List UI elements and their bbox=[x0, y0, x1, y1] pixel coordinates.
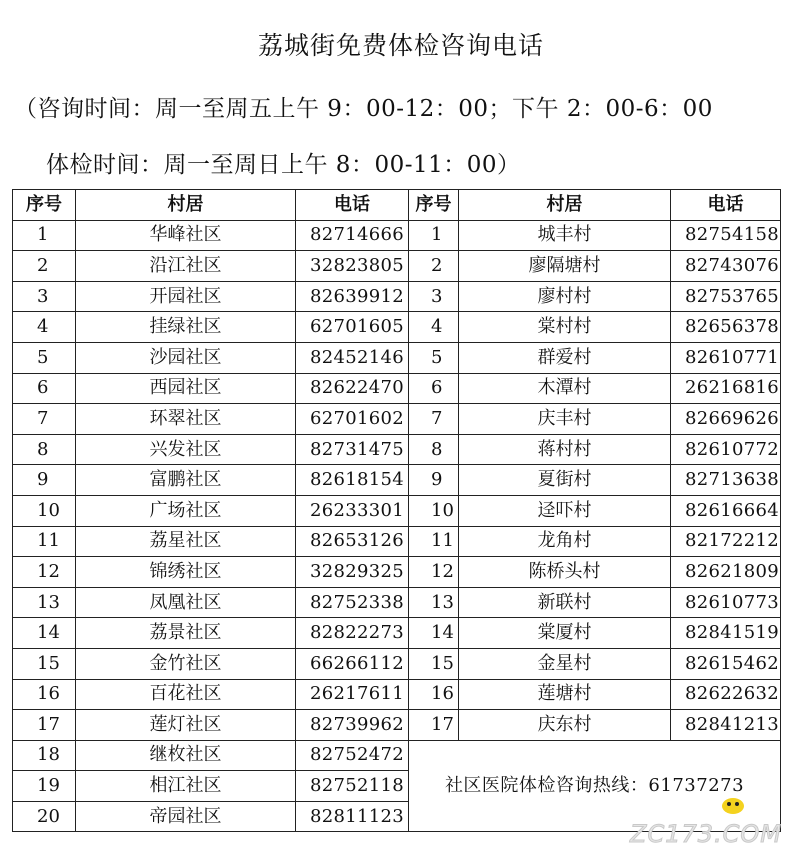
community-phone: 82622470 bbox=[296, 373, 409, 404]
village-name: 金星村 bbox=[459, 648, 671, 679]
header-name-left: 村居 bbox=[76, 190, 296, 221]
community-name: 广场社区 bbox=[76, 495, 296, 526]
community-phone: 82618154 bbox=[296, 465, 409, 496]
village-seq: 13 bbox=[409, 587, 459, 618]
community-seq: 14 bbox=[13, 618, 76, 649]
community-phone: 26217611 bbox=[296, 679, 409, 710]
table-row bbox=[13, 557, 781, 588]
community-phone: 82731475 bbox=[296, 434, 409, 465]
village-seq: 14 bbox=[409, 618, 459, 649]
page-title: 荔城街免费体检咨询电话 bbox=[257, 31, 544, 60]
village-name: 庆丰村 bbox=[459, 404, 671, 435]
consult-hours: （咨询时间：周一至周五上午 9：00-12：00；下午 2：00-6：00 bbox=[14, 96, 713, 122]
community-name: 百花社区 bbox=[76, 679, 296, 710]
village-phone: 82615462 bbox=[671, 648, 781, 679]
header-seq-left: 序号 bbox=[13, 190, 76, 221]
table-row bbox=[13, 281, 781, 312]
community-seq: 5 bbox=[13, 342, 76, 373]
community-name: 富鹏社区 bbox=[76, 465, 296, 496]
table-row bbox=[13, 434, 781, 465]
table-row bbox=[13, 648, 781, 679]
village-name: 蒋村村 bbox=[459, 434, 671, 465]
village-phone: 82610773 bbox=[671, 587, 781, 618]
village-name: 庆东村 bbox=[459, 710, 671, 741]
community-name: 西园社区 bbox=[76, 373, 296, 404]
watermark: ZC173.COM bbox=[630, 820, 782, 848]
community-seq: 9 bbox=[13, 465, 76, 496]
community-seq: 17 bbox=[13, 710, 76, 741]
community-seq: 12 bbox=[13, 557, 76, 588]
community-name: 挂绿社区 bbox=[76, 312, 296, 343]
village-name: 棠村村 bbox=[459, 312, 671, 343]
community-phone: 82639912 bbox=[296, 281, 409, 312]
village-seq: 16 bbox=[409, 679, 459, 710]
village-seq: 1 bbox=[409, 220, 459, 251]
village-name: 棠厦村 bbox=[459, 618, 671, 649]
table-row bbox=[13, 220, 781, 251]
village-phone: 82754158 bbox=[671, 220, 781, 251]
community-name: 帝园社区 bbox=[76, 801, 296, 832]
village-seq: 3 bbox=[409, 281, 459, 312]
village-phone: 82622632 bbox=[671, 679, 781, 710]
community-seq: 13 bbox=[13, 587, 76, 618]
community-seq: 18 bbox=[13, 740, 76, 771]
table-row bbox=[13, 373, 781, 404]
community-phone: 82714666 bbox=[296, 220, 409, 251]
community-seq: 10 bbox=[13, 495, 76, 526]
community-name: 华峰社区 bbox=[76, 220, 296, 251]
village-seq: 17 bbox=[409, 710, 459, 741]
community-phone: 32823805 bbox=[296, 251, 409, 282]
table-row bbox=[13, 679, 781, 710]
village-phone: 82713638 bbox=[671, 465, 781, 496]
table-row bbox=[13, 312, 781, 343]
community-seq: 8 bbox=[13, 434, 76, 465]
village-seq: 6 bbox=[409, 373, 459, 404]
community-phone: 82452146 bbox=[296, 342, 409, 373]
community-name: 荔星社区 bbox=[76, 526, 296, 557]
village-seq: 9 bbox=[409, 465, 459, 496]
table-row bbox=[13, 740, 781, 771]
community-name: 莲灯社区 bbox=[76, 710, 296, 741]
community-name: 沿江社区 bbox=[76, 251, 296, 282]
village-seq: 8 bbox=[409, 434, 459, 465]
table-row bbox=[13, 342, 781, 373]
village-phone: 82616664 bbox=[671, 495, 781, 526]
hotline-text: 社区医院体检咨询热线：61737273 bbox=[409, 740, 781, 832]
table-row bbox=[13, 526, 781, 557]
village-phone: 82656378 bbox=[671, 312, 781, 343]
community-name: 环翠社区 bbox=[76, 404, 296, 435]
header-seq-right: 序号 bbox=[409, 190, 459, 221]
village-phone: 82841213 bbox=[671, 710, 781, 741]
community-phone: 82739962 bbox=[296, 710, 409, 741]
village-name: 莲塘村 bbox=[459, 679, 671, 710]
community-name: 凤凰社区 bbox=[76, 587, 296, 618]
village-seq: 5 bbox=[409, 342, 459, 373]
community-seq: 15 bbox=[13, 648, 76, 679]
community-phone: 82752118 bbox=[296, 771, 409, 802]
village-phone: 82753765 bbox=[671, 281, 781, 312]
community-name: 继枚社区 bbox=[76, 740, 296, 771]
village-name: 廖村村 bbox=[459, 281, 671, 312]
community-seq: 6 bbox=[13, 373, 76, 404]
village-phone: 82610771 bbox=[671, 342, 781, 373]
community-phone: 62701602 bbox=[296, 404, 409, 435]
header-phone-left: 电话 bbox=[296, 190, 409, 221]
community-name: 开园社区 bbox=[76, 281, 296, 312]
community-seq: 3 bbox=[13, 281, 76, 312]
community-phone: 82653126 bbox=[296, 526, 409, 557]
table-row bbox=[13, 495, 781, 526]
community-phone: 82822273 bbox=[296, 618, 409, 649]
village-seq: 7 bbox=[409, 404, 459, 435]
village-name: 夏街村 bbox=[459, 465, 671, 496]
community-seq: 16 bbox=[13, 679, 76, 710]
community-name: 金竹社区 bbox=[76, 648, 296, 679]
community-seq: 19 bbox=[13, 771, 76, 802]
table-row bbox=[13, 587, 781, 618]
village-phone: 82172212 bbox=[671, 526, 781, 557]
table-row bbox=[13, 710, 781, 741]
village-seq: 2 bbox=[409, 251, 459, 282]
watermark-face-icon bbox=[722, 798, 744, 814]
village-name: 龙角村 bbox=[459, 526, 671, 557]
community-name: 荔景社区 bbox=[76, 618, 296, 649]
village-phone: 82669626 bbox=[671, 404, 781, 435]
village-phone: 82621809 bbox=[671, 557, 781, 588]
village-seq: 4 bbox=[409, 312, 459, 343]
community-name: 兴发社区 bbox=[76, 434, 296, 465]
community-phone: 66266112 bbox=[296, 648, 409, 679]
village-name: 迳吓村 bbox=[459, 495, 671, 526]
header-phone-right: 电话 bbox=[671, 190, 781, 221]
community-phone: 82752338 bbox=[296, 587, 409, 618]
village-name: 城丰村 bbox=[459, 220, 671, 251]
village-phone: 82743076 bbox=[671, 251, 781, 282]
table-row bbox=[13, 618, 781, 649]
community-seq: 4 bbox=[13, 312, 76, 343]
village-seq: 12 bbox=[409, 557, 459, 588]
village-seq: 10 bbox=[409, 495, 459, 526]
community-seq: 7 bbox=[13, 404, 76, 435]
header-name-right: 村居 bbox=[459, 190, 671, 221]
community-phone: 82811123 bbox=[296, 801, 409, 832]
community-name: 沙园社区 bbox=[76, 342, 296, 373]
contact-table bbox=[12, 189, 781, 832]
village-name: 廖隔塘村 bbox=[459, 251, 671, 282]
table-row bbox=[13, 404, 781, 435]
community-seq: 1 bbox=[13, 220, 76, 251]
community-seq: 20 bbox=[13, 801, 76, 832]
village-name: 木潭村 bbox=[459, 373, 671, 404]
village-name: 新联村 bbox=[459, 587, 671, 618]
table-row bbox=[13, 465, 781, 496]
village-phone: 82841519 bbox=[671, 618, 781, 649]
village-seq: 11 bbox=[409, 526, 459, 557]
village-seq: 15 bbox=[409, 648, 459, 679]
community-name: 相江社区 bbox=[76, 771, 296, 802]
community-phone: 26233301 bbox=[296, 495, 409, 526]
community-phone: 32829325 bbox=[296, 557, 409, 588]
table-row bbox=[13, 251, 781, 282]
community-phone: 82752472 bbox=[296, 740, 409, 771]
village-phone: 26216816 bbox=[671, 373, 781, 404]
exam-hours: 体检时间：周一至周日上午 8：00-11：00） bbox=[46, 152, 521, 178]
community-name: 锦绣社区 bbox=[76, 557, 296, 588]
community-seq: 2 bbox=[13, 251, 76, 282]
community-seq: 11 bbox=[13, 526, 76, 557]
village-phone: 82610772 bbox=[671, 434, 781, 465]
table-header-row bbox=[13, 190, 781, 221]
village-name: 陈桥头村 bbox=[459, 557, 671, 588]
community-phone: 62701605 bbox=[296, 312, 409, 343]
village-name: 群爱村 bbox=[459, 342, 671, 373]
